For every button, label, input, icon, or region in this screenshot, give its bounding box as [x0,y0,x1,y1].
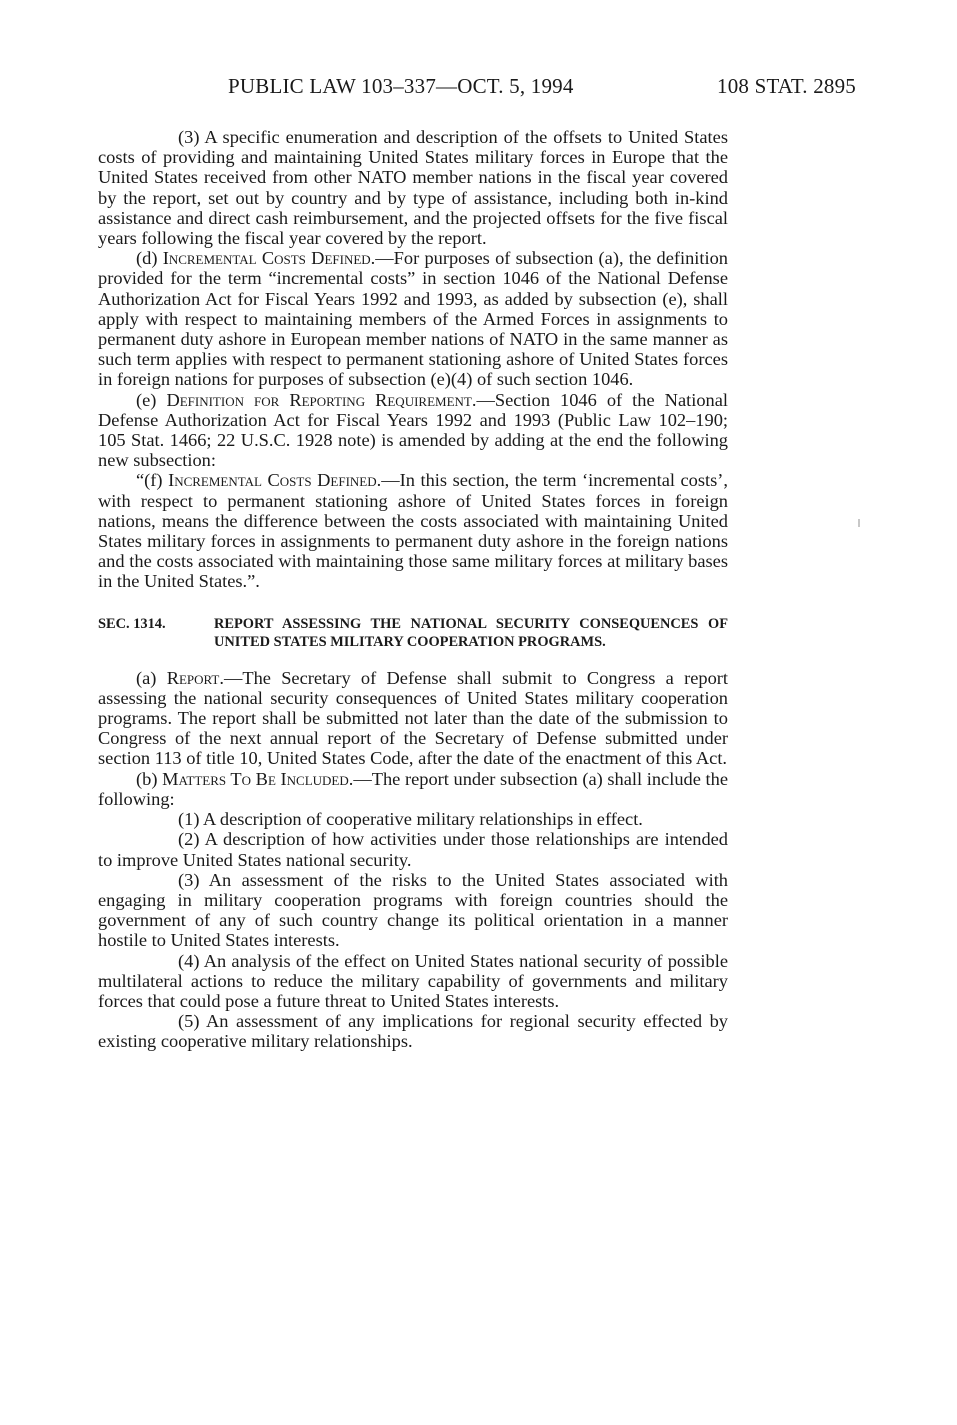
document-body [98,127,728,1052]
subsection-f-label: “(f) [136,470,169,491]
law-title: PUBLIC LAW 103–337—OCT. 5, 1994 [228,74,574,98]
subsection-b-label: (b) [136,768,163,789]
subsection-d-heading: Incremental Costs Defined [162,248,371,269]
subsection-b-heading: Matters To Be Included [162,768,349,789]
section-number: SEC. 1314. [98,615,166,632]
statute-page-reference: 108 STAT. 2895 [717,74,856,98]
subsection-d-text: .—For purposes of subsection (a), the definition provided for the term “incremental costs” in section 1046 of the National Defense Authorization Act for Fiscal Years 1992 and 1993, as added by subsection (e), shall apply with respect to maintaining members of the Armed Forces in assignments to permanent duty ashore in European member nations of NATO in the same manner as such term applies with respect to permanent stationing ashore of United States forces in foreign nations for purposes of subsection (e)(4) of such section 1046. [98,248,729,390]
running-head [228,74,856,102]
subsection-b-matters [98,769,728,809]
subsection-a-text: .—The Secretary of Defense shall submit to Congress a report assessing the national security consequences of United States military cooperation programs. The report shall be submitted not later than the date of the submission to Congress of the next annual report of the Secretary of Defense submitted under section 113 of title 10, United States Code, after the date of the enactment of this Act. [98,667,728,769]
subsection-a-heading: Report [166,667,220,688]
subsection-e-heading: Definition for Reporting Requirement [166,389,472,410]
section-title: REPORT ASSESSING THE NATIONAL SECURITY CONSEQUENCES OF UNITED STATES MILITARY COOPERATION PROGRAMS. [214,615,728,651]
list-item: (1) A description of cooperative military relationships in effect. [178,809,643,830]
subsection-f-text: .—In this section, the term ‘incremental costs’, with respect to permanent stationing ashore of United States forces in foreign nations, means the difference between the costs associated with maintaining United States military forces in assignments to permanent duty ashore in the foreign nations and the costs associated with maintaining those same military forces at military bases in the United States.”. [98,470,728,592]
section-heading [98,615,728,652]
list-item: (2) A description of how activities under those relationships are intended to improve United States national security. [98,829,728,870]
subsection-b-text: .—The report under subsection (a) shall include the following: [98,768,728,809]
subsection-d [98,248,728,389]
subsection-f-quoted [98,470,728,591]
subsection-a-report [98,668,728,769]
scan-speck [858,519,860,527]
list-item: (5) An assessment of any implications for regional security effected by existing cooperative military relationships. [98,1011,728,1052]
subsection-f-heading: Incremental Costs Defined [168,470,377,491]
subsection-e-label: (e) [136,389,167,410]
subsection-e [98,390,728,471]
subsection-e-text: .—Section 1046 of the National Defense Authorization Act for Fiscal Years 1992 and 1993 (Public Law 102–190; 105 Stat. 1466; 22 U.S.C. 1928 note) is amended by adding at the end the following new subsection: [98,389,728,471]
list-item: (4) An analysis of the effect on United States national security of possible multilateral actions to reduce the military capability of governments and military forces that could pose a future threat to United States interests. [98,950,728,1011]
list-item: (3) An assessment of the risks to the United States associated with engaging in military cooperation programs with foreign countries should the government of any of such country change its political orientation in a manner hostile to United States interests. [98,869,728,951]
subsection-d-label: (d) [136,248,163,269]
paragraph-3-offsets: (3) A specific enumeration and description of the offsets to United States costs of providing and maintaining United States military forces in Europe that the United States received from other NATO member nations in the fiscal year covered by the report, set out by country and by type of assistance, including both in-kind assistance and direct cash reimbursement, and the projected offsets for the five fiscal years following the fiscal year covered by the report. [98,127,728,249]
subsection-a-label: (a) [136,667,167,688]
